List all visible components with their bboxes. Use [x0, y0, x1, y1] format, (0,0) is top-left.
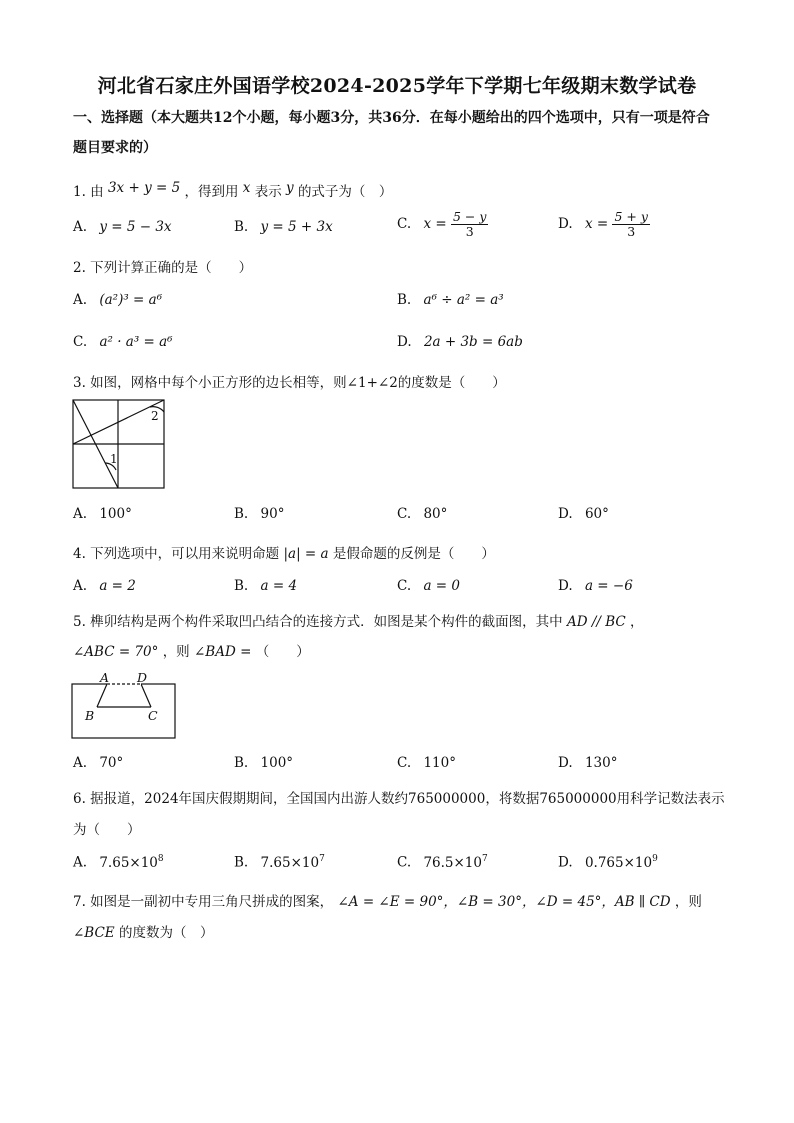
q1-text-c: 表示 [254, 184, 282, 200]
question-6-line-2: 为（ ） [73, 822, 141, 838]
option-letter: A. [73, 578, 88, 594]
option-value: 130° [584, 755, 618, 771]
q7-text-a: 7. 如图是一副初中专用三角尺拼成的图案， [73, 894, 334, 910]
q4-equation: |a| = a [283, 546, 329, 562]
fraction-denominator: 3 [627, 224, 636, 239]
option-value: a = −6 [584, 578, 633, 594]
q5-option-c[interactable] [397, 755, 456, 771]
q1-text-d: 的式子为（ ） [297, 184, 393, 200]
option-letter: C. [397, 854, 412, 871]
question-4-stem [73, 542, 495, 562]
option-base: 76.5×10 [423, 854, 482, 871]
q5-text-c: ，则 [162, 644, 190, 660]
q6-option-c[interactable] [397, 854, 488, 871]
option-value: y = 5 + 3x [260, 219, 333, 235]
option-letter: A. [73, 854, 88, 871]
q5-equation-1: AD // BC [566, 614, 626, 630]
option-letter: D. [558, 854, 573, 871]
q1-text-b: ，得到用 [184, 184, 239, 200]
option-letter: A. [73, 292, 88, 308]
option-lhs: x = [423, 216, 447, 232]
q2-option-d[interactable] [397, 334, 523, 350]
option-value: 100° [99, 506, 132, 522]
q3-option-c[interactable] [397, 506, 447, 522]
option-letter: B. [234, 755, 249, 771]
option-letter: A. [73, 755, 88, 771]
q7-equation: ∠A = ∠E = 90°，∠B = 30°，∠D = 45°，AB ∥ CD [337, 894, 671, 910]
option-value: a⁶ ÷ a² = a³ [423, 292, 504, 308]
vertex-label-a: A [100, 670, 110, 685]
option-exponent: 9 [652, 854, 658, 864]
edge-cd [141, 684, 151, 707]
question-7-line-2 [73, 921, 213, 941]
q1-option-b[interactable] [234, 219, 333, 235]
option-value: 80° [423, 506, 448, 522]
option-value: 70° [99, 755, 124, 771]
fraction [451, 210, 488, 239]
option-letter: D. [558, 578, 573, 594]
angle-label-2: 2 [151, 409, 159, 423]
question-7-line-1 [73, 890, 702, 910]
q3-option-b[interactable] [234, 506, 284, 522]
option-value: a² · a³ = a⁶ [99, 334, 173, 350]
option-value: 100° [260, 755, 294, 771]
q5-option-d[interactable] [558, 755, 617, 771]
q4-text-a: 4. 下列选项中，可以用来说明命题 [73, 546, 280, 562]
option-value: 110° [423, 755, 456, 771]
fraction-denominator: 3 [465, 224, 474, 239]
option-letter: C. [397, 506, 412, 522]
q5-equation-3: ∠BAD = [193, 644, 252, 660]
question-5-line-2 [73, 640, 310, 660]
option-letter: B. [234, 578, 249, 594]
question-3-stem: 3. 如图，网格中每个小正方形的边长相等，则∠1+∠2的度数是（ ） [73, 375, 506, 391]
fraction-numerator: 5 − y [452, 209, 487, 224]
question-6-line-1: 6. 据报道，2024年国庆假期期间，全国国内出游人数约765000000，将数据765000000用科学记数法表示 [73, 791, 725, 807]
q6-option-d[interactable] [558, 854, 658, 871]
q1-var-x: x [242, 180, 251, 196]
q4-option-a[interactable] [73, 578, 136, 594]
option-letter: C. [397, 755, 412, 771]
angle-label-1: 1 [110, 452, 118, 466]
question-5-line-1 [73, 610, 644, 630]
q5-text-a: 5. 榫卯结构是两个构件采取凹凸结合的连接方式．如图是某个构件的截面图，其中 [73, 614, 563, 630]
vertex-label-d: D [137, 670, 148, 685]
option-letter: A. [73, 219, 88, 235]
question-2-stem: 2. 下列计算正确的是（ ） [73, 260, 253, 276]
q4-option-c[interactable] [397, 578, 460, 594]
q4-text-b: 是假命题的反例是（ ） [332, 546, 495, 562]
option-value: 90° [260, 506, 285, 522]
option-letter: D. [558, 506, 573, 522]
vertex-label-b: B [85, 708, 95, 723]
option-lhs: x = [584, 216, 609, 232]
q2-option-b[interactable] [397, 292, 504, 308]
q1-var-y: y [286, 180, 294, 196]
option-letter: A. [73, 506, 88, 522]
q1-option-c[interactable] [397, 210, 488, 239]
option-letter: C. [73, 334, 88, 350]
question-1-stem [73, 180, 392, 200]
option-letter: B. [234, 219, 249, 235]
option-value: a = 2 [99, 578, 136, 594]
q1-text-a: 1. 由 [73, 184, 104, 200]
option-exponent: 7 [482, 854, 488, 864]
q2-option-c[interactable] [73, 334, 173, 350]
q5-equation-2: ∠ABC = 70° [73, 644, 159, 660]
option-letter: D. [558, 216, 573, 232]
q1-equation: 3x + y = 5 [107, 180, 181, 196]
option-value: 2a + 3b = 6ab [423, 334, 523, 350]
q7-text-b: ，则 [674, 894, 702, 910]
q1-option-d[interactable] [558, 210, 650, 239]
option-letter: C. [397, 216, 412, 232]
q2-option-a[interactable] [73, 292, 162, 308]
option-letter: B. [234, 854, 249, 871]
q7-text-c: 的度数为（ ） [118, 925, 214, 941]
q5-text-d: （ ） [255, 644, 310, 660]
q5-text-b: ， [630, 614, 644, 630]
option-base: 7.65×10 [260, 854, 320, 871]
q5-mortise-figure [71, 670, 177, 740]
q7-angle: ∠BCE [73, 925, 115, 941]
fraction [612, 210, 649, 239]
q3-option-d[interactable] [558, 506, 609, 522]
option-exponent: 7 [319, 854, 325, 864]
option-value: a = 0 [423, 578, 460, 594]
option-base: 7.65×10 [99, 854, 158, 871]
q5-option-a[interactable] [73, 755, 123, 771]
q5-option-b[interactable] [234, 755, 293, 771]
q3-option-a[interactable] [73, 506, 132, 522]
section-heading: 一、选择题（本大题共12个小题，每小题3分，共36分．在每小题给出的四个选项中，只有一项是符合题目要求的） [73, 110, 710, 156]
option-value: y = 5 − 3x [99, 219, 172, 235]
q3-grid-figure [72, 399, 166, 490]
vertex-label-c: C [148, 708, 158, 723]
option-value: (a²)³ = a⁶ [99, 292, 163, 308]
edge-ab [97, 684, 107, 707]
option-letter: B. [397, 292, 412, 308]
option-exponent: 8 [157, 854, 164, 864]
option-value: 60° [584, 506, 609, 522]
q6-option-a[interactable] [73, 854, 164, 871]
option-letter: D. [558, 755, 573, 771]
fraction-numerator: 5 + y [614, 209, 648, 224]
option-letter: B. [234, 506, 249, 522]
q1-option-a[interactable] [73, 219, 172, 235]
q4-option-b[interactable] [234, 578, 297, 594]
q4-option-d[interactable] [558, 578, 633, 594]
option-value: a = 4 [260, 578, 298, 594]
option-letter: C. [397, 578, 412, 594]
page-title: 河北省石家庄外国语学校2024-2025学年下学期七年级期末数学试卷 [97, 75, 697, 97]
q6-option-b[interactable] [234, 854, 325, 871]
option-letter: D. [397, 334, 412, 350]
option-base: 0.765×10 [584, 854, 653, 871]
